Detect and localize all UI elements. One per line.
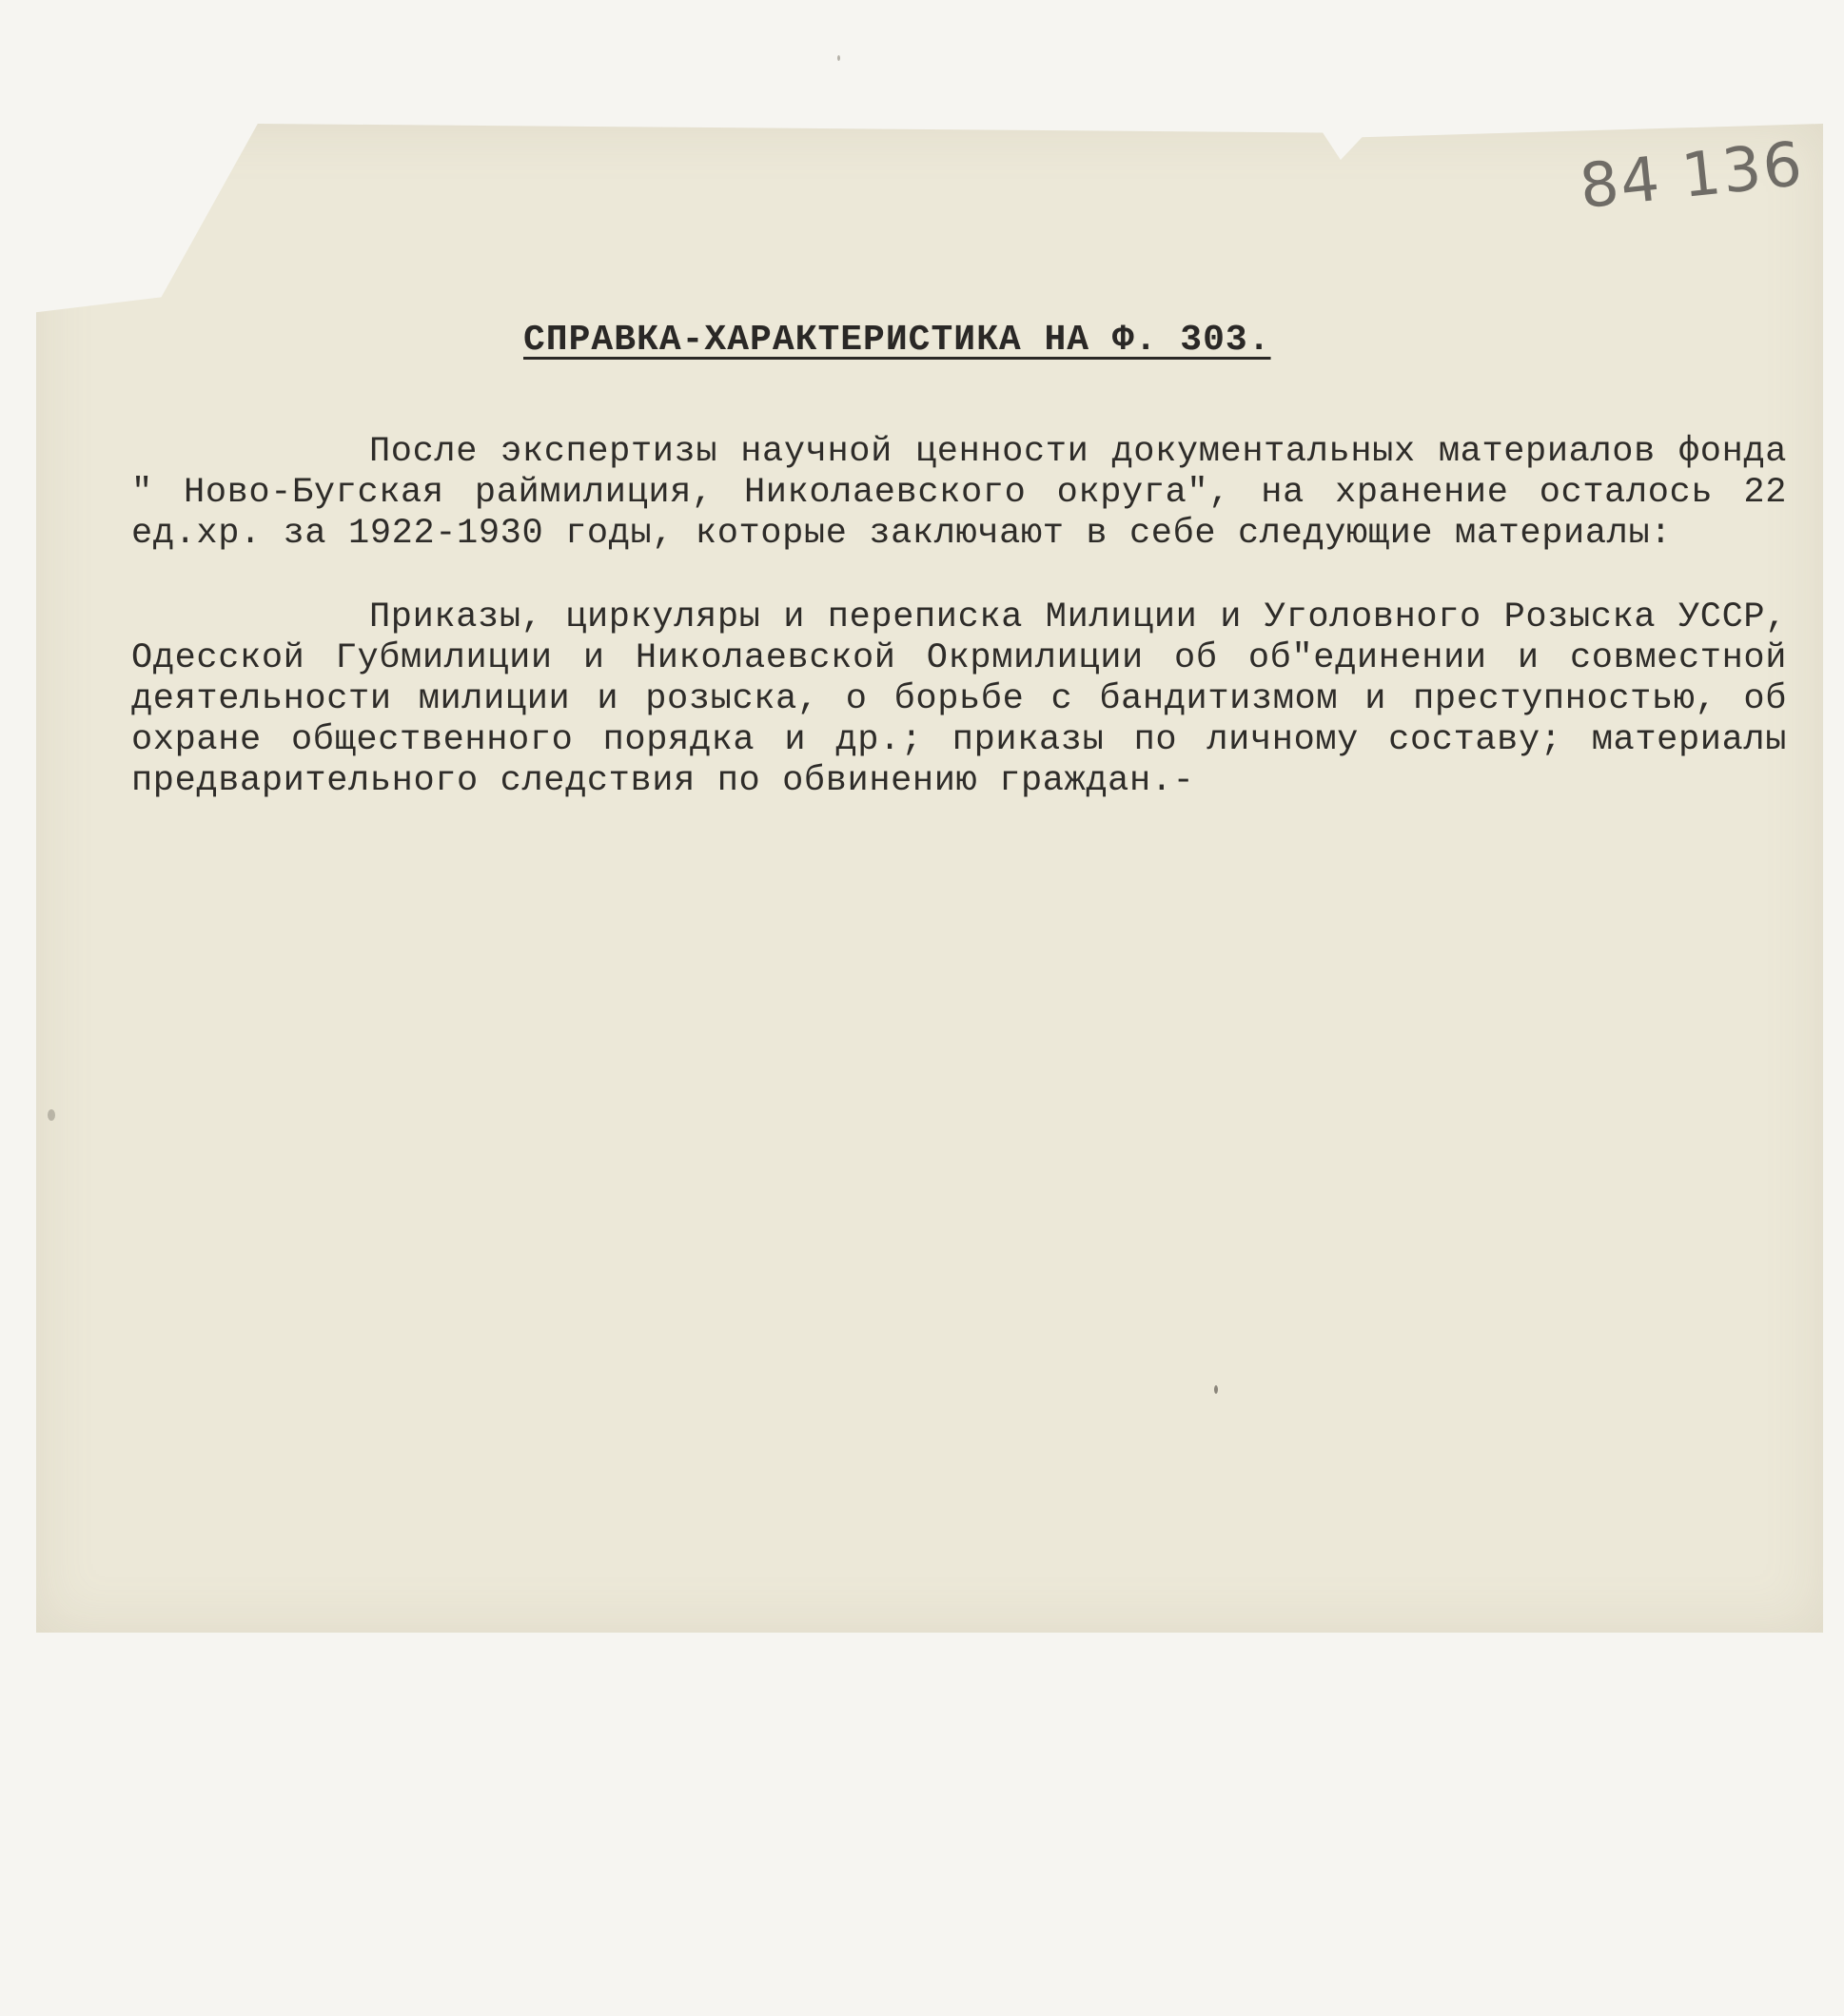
paper-speck — [1214, 1385, 1218, 1394]
archive-page-number: 84 136 — [1576, 128, 1808, 224]
paper-speck — [837, 55, 840, 61]
paragraph-contents: Приказы, циркуляры и переписка Милиции и Уголовного Розыска УССР, Одесской Губмилиции и Николаевской Окрмилиции об об"единении и совместной деятельности милиции и розыска, о борьбе с бандитизмом и преступностью, об охране общественного порядка и др.; приказы по личному составу; материалы предварительного следствия по обвинению граждан.- — [131, 597, 1787, 801]
paper-speck — [48, 1109, 55, 1121]
document-title: СПРАВКА-ХАРАКТЕРИСТИКА НА Ф. 303. — [523, 320, 1271, 361]
document-body — [131, 432, 1787, 802]
paragraph-appraisal: После экспертизы научной ценности документальных материалов фонда " Ново-Бугская раймилиция, Николаевского округа", на хранение осталось 22 ед.хр. за 1922-1930 годы, которые заключают в себе следующие материалы: — [131, 432, 1787, 554]
